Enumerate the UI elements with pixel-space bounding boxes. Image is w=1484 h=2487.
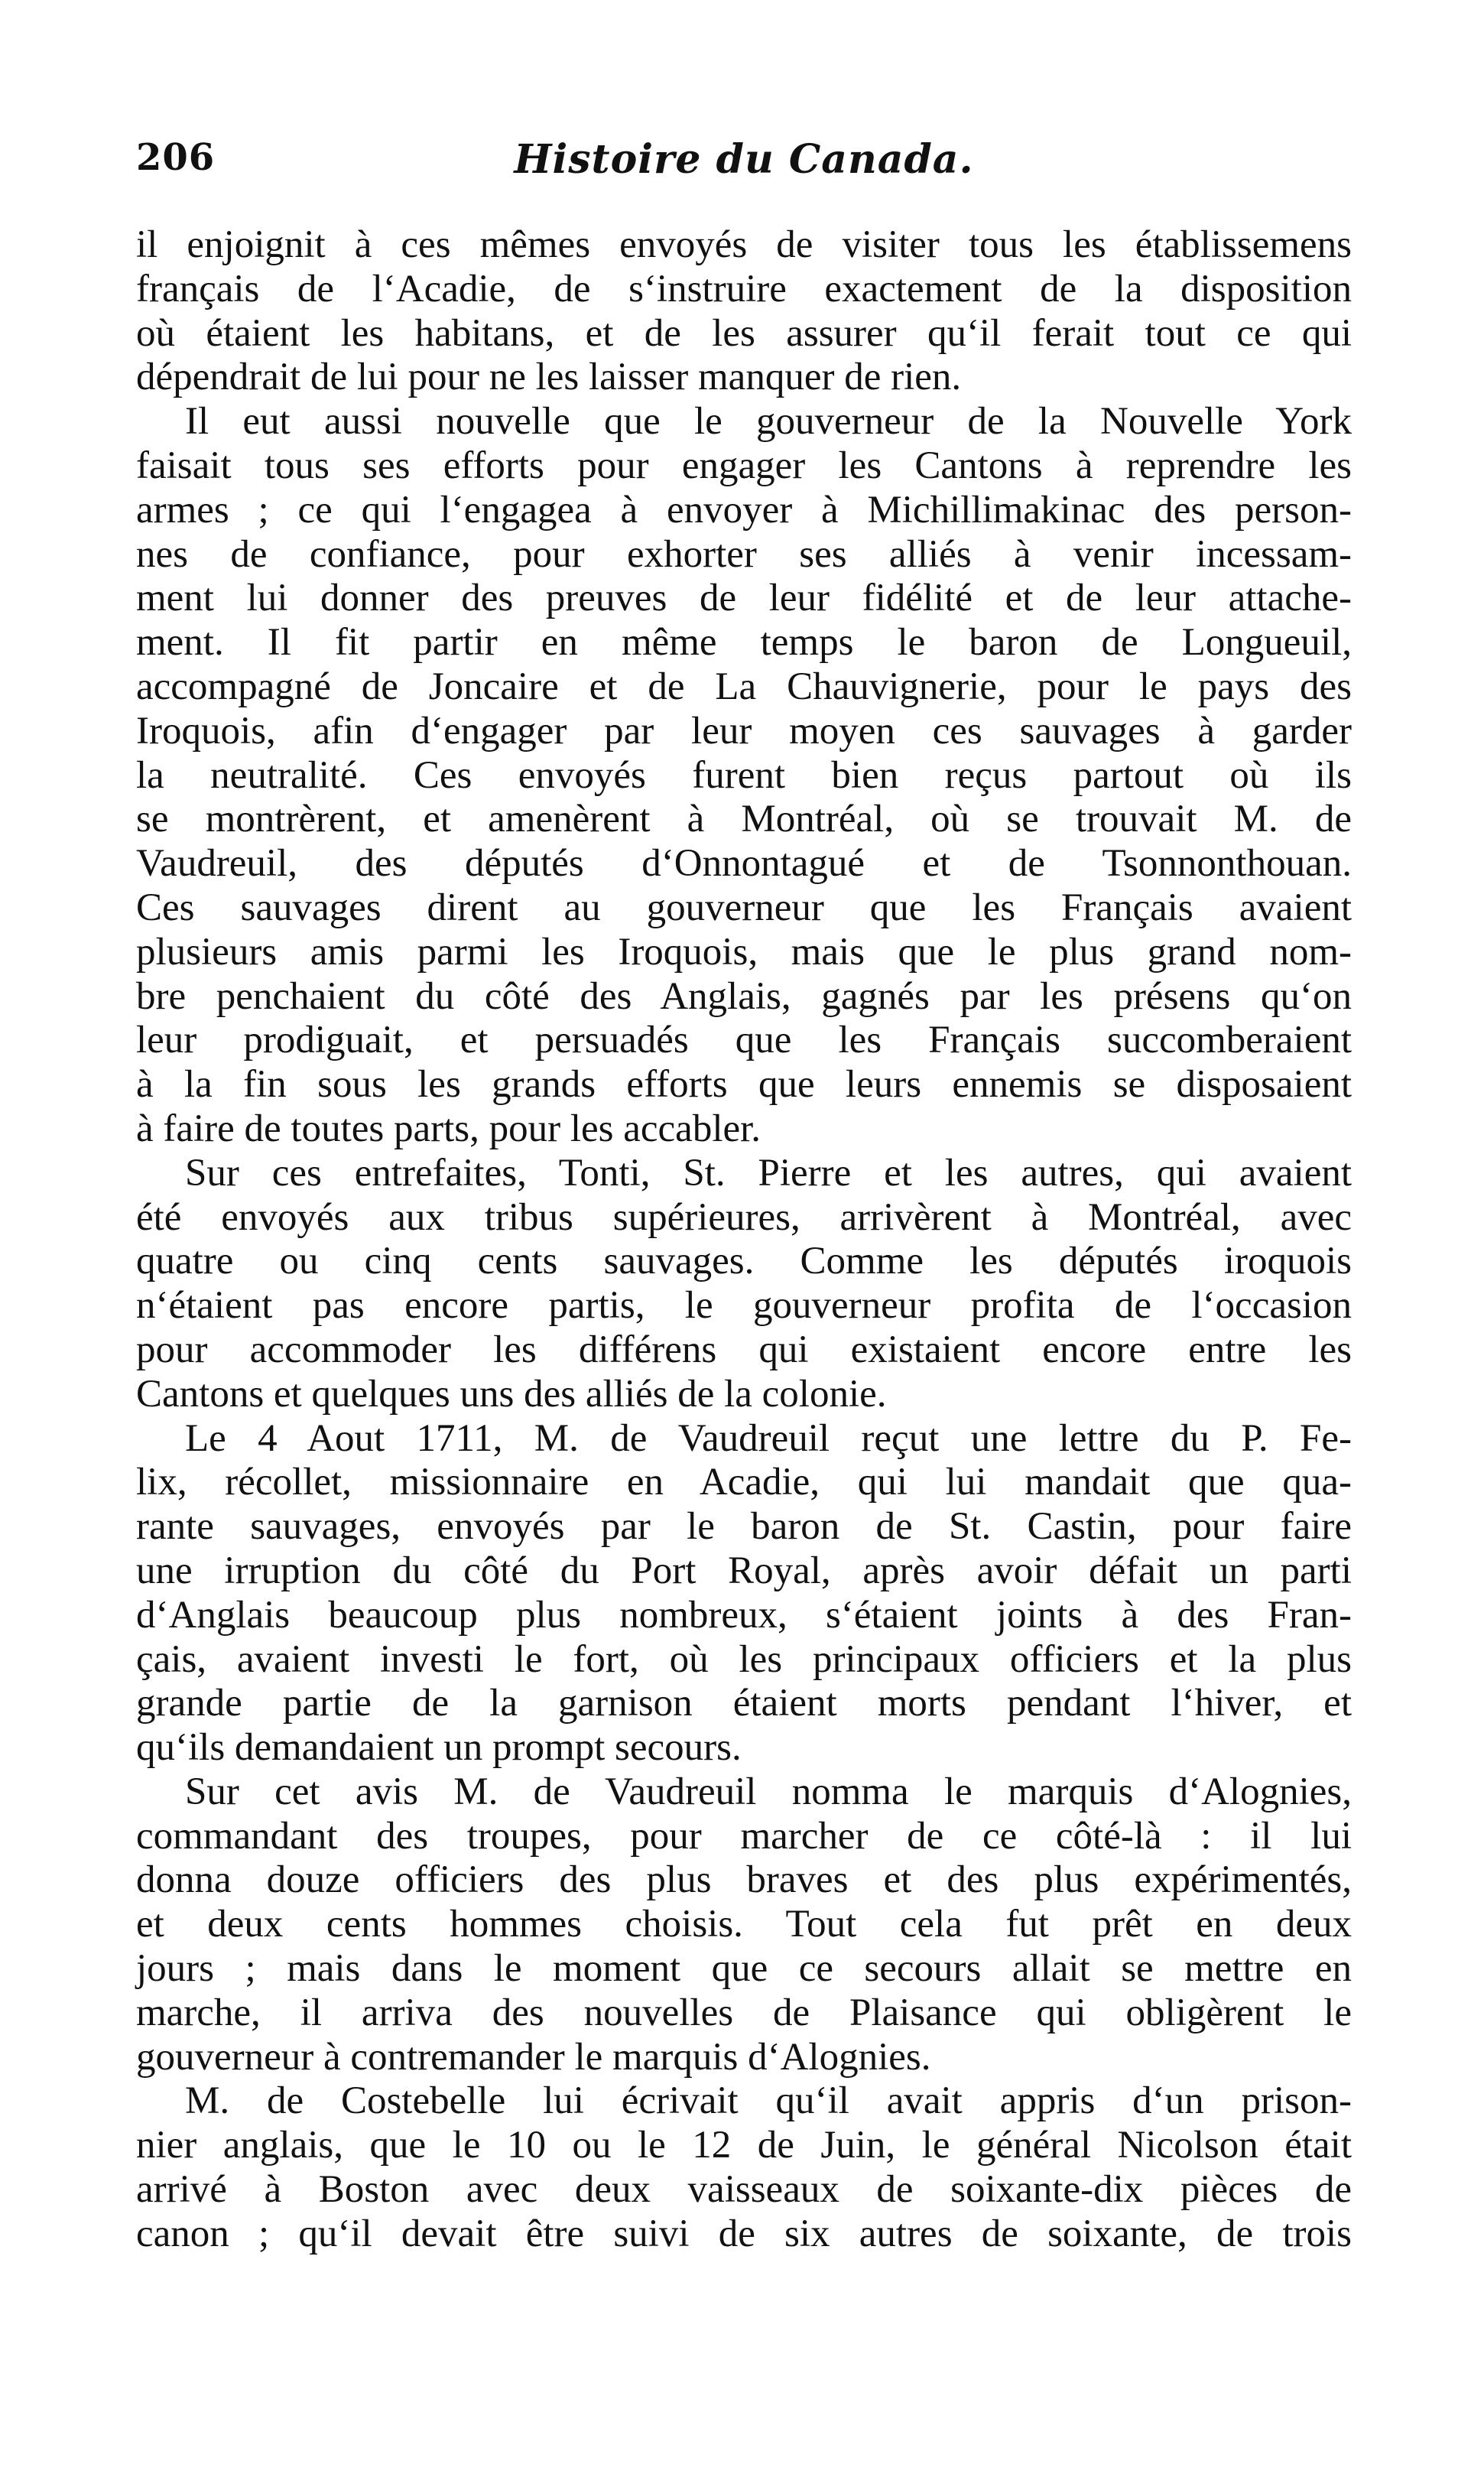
text-line: qu‘ils demandaient un prompt secours. <box>136 1726 742 1770</box>
text-line: dépendrait de lui pour ne les laisser manquer de rien. <box>136 356 962 399</box>
text-line: Ces sauvages dirent au gouverneur que les Français avaient <box>136 886 1352 929</box>
text-line: il enjoignit à ces mêmes envoyés de visiter tous les établissemens <box>136 223 1352 266</box>
page-number: 206 <box>136 136 216 179</box>
text-line: Vaudreuil, des députés d‘Onnontagué et de Tsonnonthouan. <box>136 842 1352 886</box>
text-line: Le 4 Aout 1711, M. de Vaudreuil reçut une lettre du P. Fe- <box>185 1416 1352 1460</box>
text-line: une irruption du côté du Port Royal, après avoir défait un parti <box>136 1549 1352 1592</box>
text-line: d‘Anglais beaucoup plus nombreux, s‘étaient joints à des Fran- <box>136 1593 1352 1637</box>
text-line: français de l‘Acadie, de s‘instruire exactement de la disposition <box>136 267 1352 310</box>
text-line: pour accommoder les différens qui existaient encore entre les <box>136 1328 1352 1371</box>
text-line: donna douze officiers des plus braves et des plus expérimentés, <box>136 1858 1352 1902</box>
text-line: plusieurs amis parmi les Iroquois, mais que le plus grand nom- <box>136 930 1352 974</box>
text-line: nes de confiance, pour exhorter ses alliés à venir incessam- <box>136 532 1352 576</box>
text-line: armes ; ce qui l‘engagea à envoyer à Michillimakinac des person- <box>136 488 1352 532</box>
text-line: arrivé à Boston avec deux vaisseaux de soixante-dix pièces de <box>136 2168 1352 2212</box>
text-line: ment lui donner des preuves de leur fidélité et de leur attache- <box>136 577 1352 620</box>
text-line: faisait tous ses efforts pour engager les Cantons à reprendre les <box>136 444 1352 487</box>
text-line: à faire de toutes parts, pour les accabler. <box>136 1107 761 1150</box>
text-line: M. de Costebelle lui écrivait qu‘il avait appris d‘un prison- <box>185 2079 1352 2123</box>
text-line: leur prodiguait, et persuadés que les Français succomberaient <box>136 1019 1352 1062</box>
running-title: Histoire du Canada. <box>514 136 974 183</box>
text-line: nier anglais, que le 10 ou le 12 de Juin, le général Nicolson était <box>136 2124 1352 2167</box>
page-header <box>136 136 1352 197</box>
text-line: où étaient les habitans, et de les assurer qu‘il ferait tout ce qui <box>136 311 1352 355</box>
text-line: Sur cet avis M. de Vaudreuil nomma le marquis d‘Alognies, <box>185 1770 1352 1813</box>
text-line: se montrèrent, et amenèrent à Montréal, où se trouvait M. de <box>136 798 1352 841</box>
text-line: accompagné de Joncaire et de La Chauvignerie, pour le pays des <box>136 665 1352 708</box>
text-line: la neutralité. Ces envoyés furent bien reçus partout où ils <box>136 753 1352 797</box>
paragraph <box>136 1417 1352 1770</box>
paragraph <box>136 1770 1352 2080</box>
text-line: gouverneur à contremander le marquis d‘Alognies. <box>136 2035 931 2079</box>
text-line: commandant des troupes, pour marcher de ce côté-là : il lui <box>136 1814 1352 1858</box>
text-line: Cantons et quelques uns des alliés de la colonie. <box>136 1372 887 1416</box>
text-line: Sur ces entrefaites, Tonti, St. Pierre et les autres, qui avaient <box>185 1151 1352 1195</box>
text-line: bre penchaient du côté des Anglais, gagnés par les présens qu‘on <box>136 974 1352 1018</box>
paragraph <box>136 1152 1352 1417</box>
text-line: marche, il arriva des nouvelles de Plaisance qui obligèrent le <box>136 1991 1352 2034</box>
text-line: lix, récollet, missionnaire en Acadie, qui lui mandait que qua- <box>136 1461 1352 1504</box>
text-line: à la fin sous les grands efforts que leurs ennemis se disposaient <box>136 1063 1352 1107</box>
text-line: Il eut aussi nouvelle que le gouverneur de la Nouvelle York <box>185 400 1352 444</box>
text-line: canon ; qu‘il devait être suivi de six autres de soixante, de trois <box>136 2212 1352 2255</box>
text-line: quatre ou cinq cents sauvages. Comme les députés iroquois <box>136 1240 1352 1283</box>
body-text <box>136 223 1352 2257</box>
text-line: et deux cents hommes choisis. Tout cela fut prêt en deux <box>136 1903 1352 1946</box>
paragraph <box>136 223 1352 400</box>
text-line: çais, avaient investi le fort, où les principaux officiers et la plus <box>136 1637 1352 1681</box>
paragraph <box>136 400 1352 1152</box>
text-line: Iroquois, afin d‘engager par leur moyen ces sauvages à garder <box>136 709 1352 753</box>
text-line: n‘étaient pas encore partis, le gouverneur profita de l‘occasion <box>136 1284 1352 1328</box>
text-line: rante sauvages, envoyés par le baron de St. Castin, pour faire <box>136 1505 1352 1549</box>
text-line: ment. Il fit partir en même temps le baron de Longueuil, <box>136 621 1352 665</box>
text-line: été envoyés aux tribus supérieures, arrivèrent à Montréal, avec <box>136 1195 1352 1239</box>
paragraph <box>136 2079 1352 2256</box>
text-line: grande partie de la garnison étaient morts pendant l‘hiver, et <box>136 1682 1352 1725</box>
text-line: jours ; mais dans le moment que ce secours allait se mettre en <box>136 1947 1352 1991</box>
